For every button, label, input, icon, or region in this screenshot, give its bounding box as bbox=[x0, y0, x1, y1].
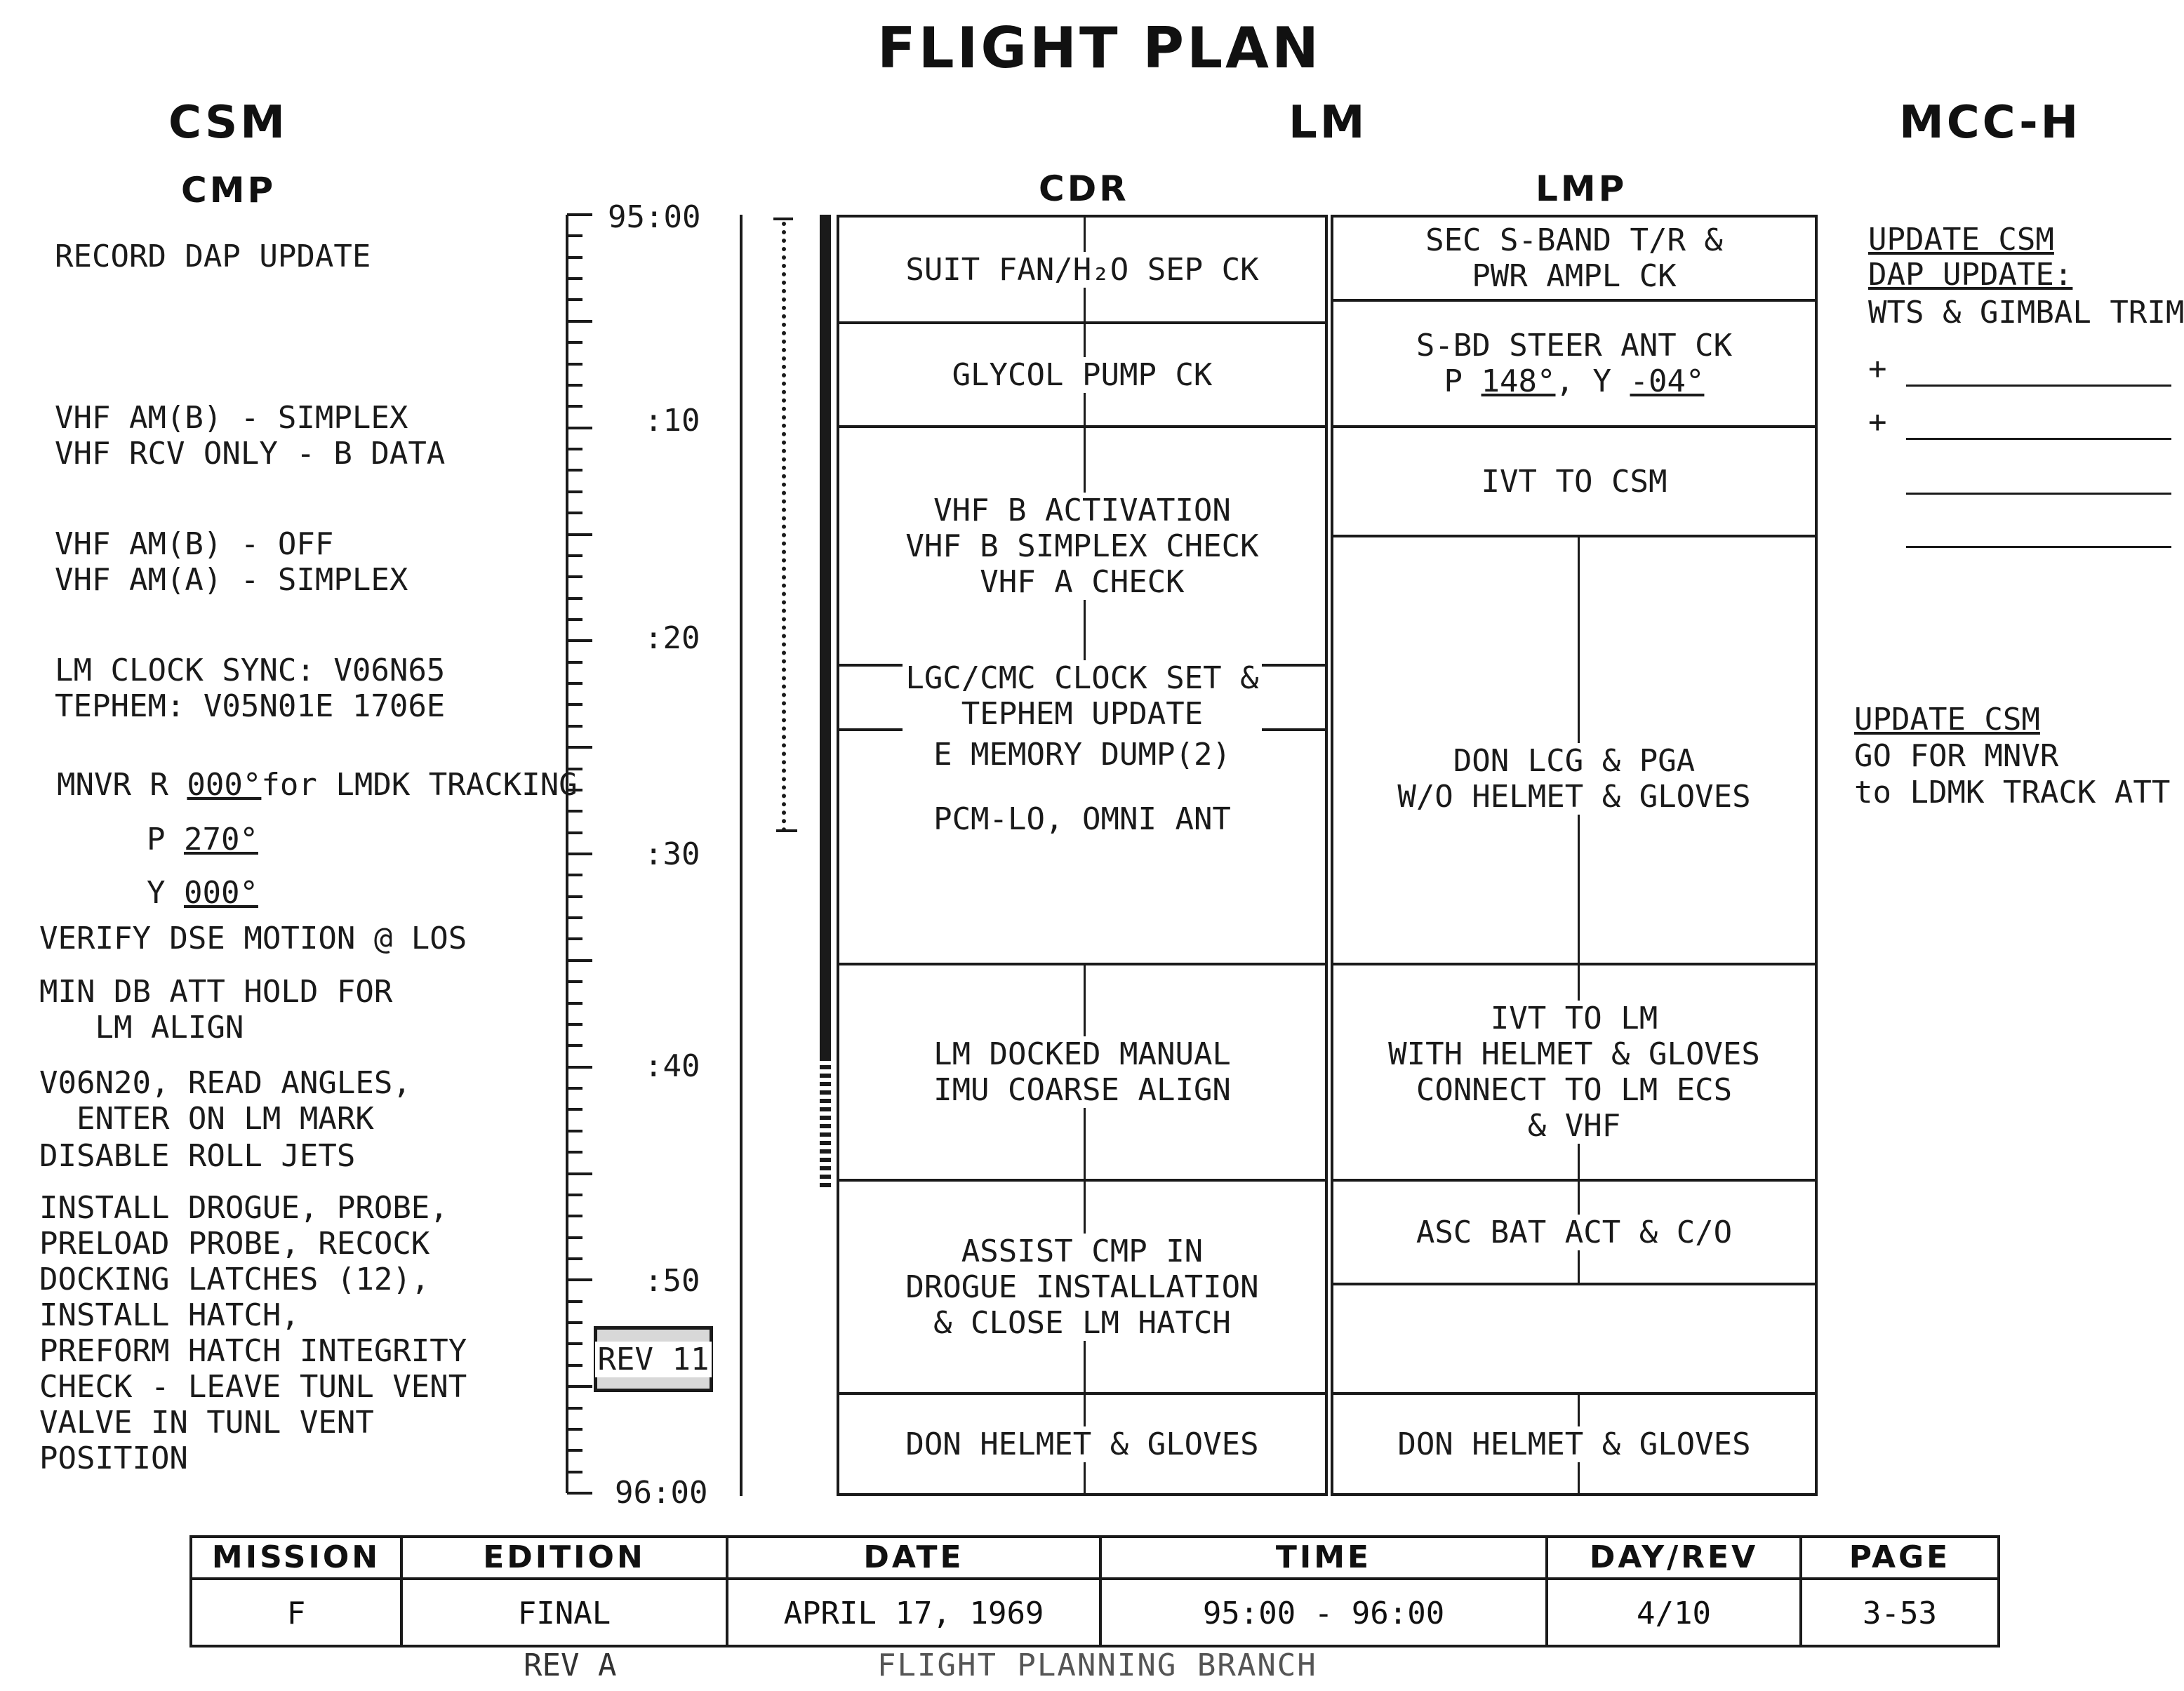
footer-time-value: 95:00 - 96:00 bbox=[1202, 1596, 1445, 1631]
lmp-yaw-label: , Y bbox=[1555, 363, 1630, 399]
footer-dayrev-value: 4/10 bbox=[1637, 1596, 1711, 1631]
time-tick bbox=[567, 1172, 592, 1175]
mcc-blank-2 bbox=[1906, 438, 2171, 440]
footer-date-header: DATE bbox=[728, 1538, 1099, 1580]
mcc-wts-gimbal: WTS & GIMBAL TRIM bbox=[1868, 295, 2184, 330]
cmp-vhf-simplex: VHF AM(B) - SIMPLEX VHF RCV ONLY - B DATA bbox=[55, 400, 446, 472]
footer-mission-header: MISSION bbox=[192, 1538, 400, 1580]
cmp-min-db: MIN DB ATT HOLD FOR LM ALIGN bbox=[39, 974, 393, 1045]
time-tick bbox=[567, 639, 592, 642]
time-tick bbox=[567, 1130, 582, 1132]
time-tick bbox=[567, 341, 582, 344]
cmp-v06n20: V06N20, READ ANGLES, ENTER ON LM MARK bbox=[39, 1065, 411, 1137]
time-tick bbox=[567, 1257, 582, 1260]
time-tick bbox=[567, 384, 582, 387]
time-tick bbox=[567, 853, 592, 855]
time-tick bbox=[567, 1044, 582, 1047]
time-tick bbox=[567, 256, 582, 259]
time-tick bbox=[567, 874, 582, 876]
time-tick bbox=[567, 469, 582, 472]
time-label-10: :10 bbox=[644, 403, 700, 439]
time-tick bbox=[567, 298, 582, 301]
cdr-lm-docked bbox=[839, 965, 1325, 1179]
footer-edition-header: EDITION bbox=[403, 1538, 726, 1580]
cdr-vhf-b-text: VHF B ACTIVATION VHF B SIMPLEX CHECK VHF A CHECK bbox=[903, 493, 1261, 600]
time-tick bbox=[567, 575, 582, 578]
cdr-pcm-lo: PCM-LO, OMNI ANT bbox=[933, 801, 1231, 837]
time-label-9500: 95:00 bbox=[608, 199, 701, 235]
mcc-update-csm: UPDATE CSM bbox=[1868, 222, 2054, 258]
time-tick bbox=[567, 490, 582, 493]
lmp-sbd-steer-angles bbox=[1444, 363, 1705, 399]
time-tick bbox=[567, 1194, 582, 1196]
lmp-ivt-lm-text: IVT TO LM WITH HELMET & GLOVES CONNECT TO LM ECS & VHF bbox=[1385, 1001, 1763, 1144]
cdr-glycol-text: GLYCOL PUMP CK bbox=[950, 357, 1216, 393]
comm-solid-bar bbox=[820, 215, 831, 1057]
cdr-lm-docked-text: LM DOCKED MANUAL IMU COARSE ALIGN bbox=[931, 1036, 1234, 1108]
lm-header: LM bbox=[1289, 97, 1368, 149]
time-tick bbox=[567, 703, 582, 706]
cmp-mnvr-roll-value: 000° bbox=[187, 767, 262, 803]
time-tick bbox=[567, 1385, 592, 1388]
footer-date-value: APRIL 17, 1969 bbox=[783, 1596, 1044, 1631]
cmp-lm-clock-sync: LM CLOCK SYNC: V06N65 TEPHEM: V05N01E 1706E bbox=[55, 653, 446, 724]
mcc-plus-2: + bbox=[1868, 404, 1887, 440]
time-tick bbox=[567, 831, 582, 834]
footer-edition-value: FINAL bbox=[517, 1596, 611, 1631]
lmp-don-lcg-text: DON LCG & PGA W/O HELMET & GLOVES bbox=[1394, 743, 1753, 815]
time-tick bbox=[567, 320, 592, 323]
time-tick bbox=[567, 618, 582, 621]
cmp-pitch-label: P bbox=[146, 822, 184, 857]
cdr-header: CDR bbox=[1039, 168, 1129, 209]
mcc-blank-3 bbox=[1906, 493, 2171, 495]
time-tick bbox=[567, 1215, 582, 1217]
time-tick bbox=[567, 1023, 582, 1026]
footer-page-header: PAGE bbox=[1802, 1538, 1997, 1580]
time-tick bbox=[567, 363, 582, 366]
time-tick bbox=[567, 980, 582, 983]
time-tick bbox=[567, 1471, 582, 1473]
time-tick bbox=[567, 234, 582, 237]
cmp-mnvr-suffix: for LMDK TRACKING bbox=[261, 767, 578, 803]
footer-time bbox=[1102, 1538, 1548, 1645]
time-label-30: :30 bbox=[644, 836, 700, 872]
footer-branch: FLIGHT PLANNING BRANCH bbox=[877, 1647, 1317, 1683]
footer-dayrev bbox=[1548, 1538, 1802, 1645]
page-title: FLIGHT PLAN bbox=[877, 15, 1321, 81]
lmp-ivt-lm bbox=[1333, 965, 1815, 1179]
time-tick bbox=[567, 1108, 582, 1111]
time-tick bbox=[567, 1492, 592, 1495]
lmp-sec-sband-text: SEC S-BAND T/R & PWR AMPL CK bbox=[1425, 222, 1723, 294]
cmp-yaw-label: Y bbox=[146, 875, 184, 911]
lmp-pitch-value: 148° bbox=[1481, 363, 1556, 399]
footer-page bbox=[1802, 1538, 1997, 1645]
lmp-don-helmet-text: DON HELMET & GLOVES bbox=[1394, 1426, 1753, 1462]
cdr-assist-cmp bbox=[839, 1182, 1325, 1392]
cdr-don-helmet-text: DON HELMET & GLOVES bbox=[903, 1426, 1261, 1462]
time-tick bbox=[567, 1066, 592, 1069]
cdr-lgc-cmc bbox=[839, 660, 1325, 732]
mcc-go-mnvr: GO FOR MNVR bbox=[1854, 738, 2059, 774]
footer-edition bbox=[403, 1538, 728, 1645]
time-tick bbox=[567, 427, 592, 429]
lmp-asc-bat bbox=[1333, 1182, 1815, 1283]
time-tick bbox=[567, 895, 582, 898]
time-tick bbox=[567, 937, 582, 940]
rev-marker bbox=[594, 1326, 713, 1392]
comm-dotted-bar bbox=[782, 222, 786, 832]
cdr-lgc-cmc-text: LGC/CMC CLOCK SET & TEPHEM UPDATE bbox=[903, 660, 1261, 732]
lmp-sbd-steer-text: S-BD STEER ANT CK bbox=[1416, 328, 1733, 363]
time-tick bbox=[567, 682, 582, 685]
footer-mission-value: F bbox=[286, 1596, 306, 1631]
time-tick bbox=[567, 448, 582, 450]
comm-dotted-bar-end bbox=[776, 829, 797, 832]
time-tick bbox=[567, 1300, 582, 1303]
time-tick bbox=[567, 1278, 592, 1281]
time-label-50: :50 bbox=[644, 1263, 700, 1299]
time-tick bbox=[567, 1449, 582, 1452]
cmp-pitch-value: 270° bbox=[183, 822, 258, 857]
mcc-update-csm-2: UPDATE CSM bbox=[1854, 702, 2040, 737]
mcc-header: MCC-H bbox=[1899, 97, 2082, 149]
time-tick bbox=[567, 661, 582, 664]
lmp-ivt-csm-text: IVT TO CSM bbox=[1481, 463, 1667, 500]
time-tick bbox=[567, 597, 582, 600]
cmp-install-drogue: INSTALL DROGUE, PROBE, PRELOAD PROBE, RECOCK DOCKING LATCHES (12), INSTALL HATCH, PREFORM HATCH INTEGRITY CHECK - LEAVE TUNL VENT VALVE IN TUNL VENT POSITION bbox=[39, 1190, 467, 1476]
time-label-20: :20 bbox=[644, 620, 700, 656]
cdr-vhf-b bbox=[839, 428, 1325, 664]
cdr-e-memory: E MEMORY DUMP(2) bbox=[933, 737, 1231, 773]
lmp-ivt-csm bbox=[1333, 428, 1815, 535]
time-tick bbox=[567, 1364, 582, 1367]
time-label-9600: 96:00 bbox=[615, 1475, 708, 1511]
time-tick bbox=[567, 533, 592, 536]
time-label-40: :40 bbox=[644, 1048, 700, 1084]
cmp-record-dap: RECORD DAP UPDATE bbox=[55, 239, 371, 274]
cmp-vhf-off: VHF AM(B) - OFF VHF AM(A) - SIMPLEX bbox=[55, 526, 408, 598]
time-tick bbox=[567, 1151, 582, 1154]
time-tick bbox=[567, 405, 582, 408]
time-tick bbox=[567, 554, 582, 557]
lmp-yaw-value: -04° bbox=[1630, 363, 1705, 399]
time-tick bbox=[567, 512, 582, 514]
footer-table bbox=[189, 1535, 2000, 1647]
cmp-verify-dse: VERIFY DSE MOTION @ LOS bbox=[39, 921, 467, 956]
time-tick bbox=[567, 725, 582, 728]
lmp-sec-sband bbox=[1333, 218, 1815, 299]
comm-dotted-bar-start bbox=[773, 218, 793, 220]
footer-time-header: TIME bbox=[1102, 1538, 1545, 1580]
footer-dayrev-header: DAY/REV bbox=[1548, 1538, 1799, 1580]
cmp-header: CMP bbox=[181, 170, 277, 210]
cdr-don-helmet bbox=[839, 1395, 1325, 1493]
rev-marker-label: REV 11 bbox=[595, 1342, 712, 1377]
footer-date bbox=[728, 1538, 1102, 1645]
lmp-sbd-steer bbox=[1333, 302, 1815, 425]
mcc-blank-4 bbox=[1906, 546, 2171, 548]
cdr-suit-fan bbox=[839, 218, 1325, 321]
cdr-glycol bbox=[839, 324, 1325, 425]
mcc-plus-1: + bbox=[1868, 351, 1887, 387]
time-tick bbox=[567, 1407, 582, 1410]
time-tick bbox=[567, 213, 592, 216]
cmp-mnvr bbox=[20, 731, 578, 803]
time-tick bbox=[567, 959, 592, 962]
time-tick bbox=[567, 1002, 582, 1005]
mcc-blank-1 bbox=[1906, 385, 2171, 387]
cdr-suit-fan-text: SUIT FAN/H₂O SEP CK bbox=[903, 252, 1261, 288]
time-tick bbox=[567, 1087, 582, 1090]
time-tick bbox=[567, 916, 582, 919]
time-tick bbox=[567, 1321, 582, 1324]
lmp-asc-bat-text: ASC BAT ACT & C/O bbox=[1413, 1215, 1735, 1250]
time-tick bbox=[567, 1428, 582, 1431]
csm-header: CSM bbox=[168, 97, 288, 149]
footer-mission bbox=[192, 1538, 403, 1645]
cdr-assist-cmp-text: ASSIST CMP IN DROGUE INSTALLATION & CLOSE LM HATCH bbox=[903, 1234, 1261, 1341]
time-tick bbox=[567, 810, 582, 813]
lmp-don-helmet bbox=[1333, 1395, 1815, 1493]
lmp-pitch-label: P bbox=[1444, 363, 1481, 399]
lmp-header: LMP bbox=[1536, 168, 1627, 209]
cmp-disable-roll: DISABLE ROLL JETS bbox=[39, 1138, 356, 1174]
cmp-yaw bbox=[109, 839, 258, 911]
mcc-dap-update: DAP UPDATE: bbox=[1868, 257, 2073, 293]
cmp-mnvr-prefix: MNVR R bbox=[56, 767, 187, 803]
cmp-yaw-value: 000° bbox=[183, 875, 258, 911]
comm-dashed-bar bbox=[820, 1057, 831, 1187]
time-tick bbox=[567, 277, 582, 280]
time-tick bbox=[567, 1342, 582, 1345]
lmp-don-lcg bbox=[1333, 709, 1815, 849]
mcc-ldmk: to LDMK TRACK ATT bbox=[1854, 775, 2171, 810]
footer-page-value: 3-53 bbox=[1863, 1596, 1937, 1631]
footer-rev-a: REV A bbox=[524, 1647, 617, 1683]
time-tick bbox=[567, 1236, 582, 1239]
